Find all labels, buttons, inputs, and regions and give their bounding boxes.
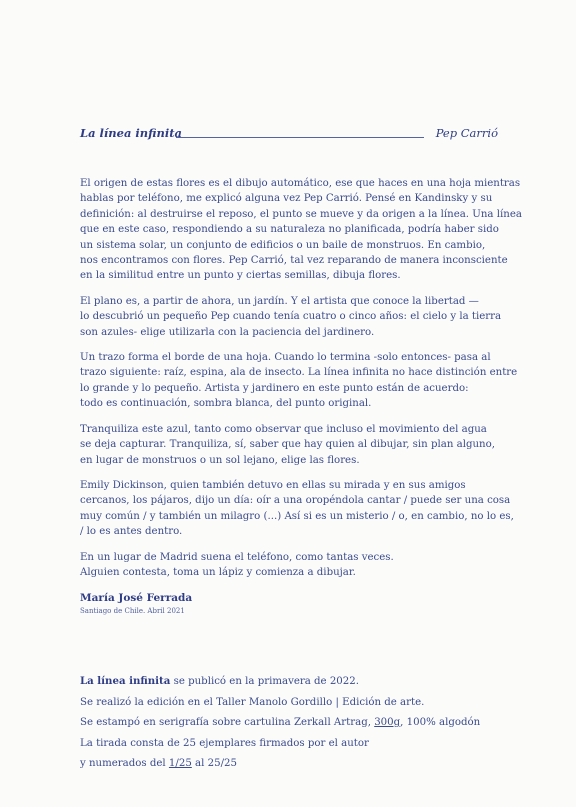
text-line: El origen de estas flores es el dibujo automático, ese que haces en una hoja mientras [80, 178, 521, 189]
colophon-line-publication [80, 671, 500, 693]
colophon-title: La línea infinita [80, 675, 171, 687]
text-line: cercanos, los pájaros, dijo un día: oír a una oropéndola cantar / puede ser una cosa [80, 495, 511, 507]
text-line: un sistema solar, un conjunto de edificios o un baile de monstruos. En cambio, [80, 239, 486, 251]
colophon-numbering-text: y numerados del [80, 758, 169, 769]
paragraph [80, 478, 514, 540]
text-line: son azules- elige utilizarla con la paciencia del jardinero. [80, 326, 375, 338]
place-and-date: Santiago de Chile. Abril 2021 [80, 607, 185, 615]
colophon-first-number: 1/25 [168, 758, 192, 769]
text-line: El plano es, a partir de ahora, un jardín. Y el artista que conoce la libertad — [80, 295, 479, 307]
page-header [80, 126, 498, 140]
colophon-printing-rest: , 100% algodón [400, 717, 481, 728]
text-line: definición: al destruirse el reposo, el punto se mueve y da origen a la línea. Una línea [80, 208, 522, 220]
colophon-printing-text: Se estampó en serigrafía sobre cartulina Zerkall Artrag, [80, 717, 375, 728]
text-line: Tranquiliza este azul, tanto como observar que incluso el movimiento del agua [80, 423, 487, 435]
paragraph [80, 350, 518, 412]
colophon-numbering-rest: al 25/25 [191, 758, 237, 769]
text-line: lo grande y lo pequeño. Artista y jardinero en este punto están de acuerdo: [80, 382, 469, 394]
essay-body [80, 176, 522, 590]
artist-name: Pep Carrió [435, 126, 498, 140]
colophon-line-edition: Se realizó la edición en el Taller Manolo Gordillo | Edición de arte. [80, 696, 425, 708]
paragraph [80, 422, 505, 468]
colophon [80, 671, 500, 775]
text-line: Emily Dickinson, quien también detuvo en ellas su mirada y en sus amigos [80, 479, 466, 491]
text-line: Alguien contesta, toma un lápiz y comienza a dibujar. [80, 566, 356, 578]
text-line: trazo siguiente: raíz, espina, ala de insecto. La línea infinita no hace distinción entre [80, 367, 518, 379]
paragraph [80, 550, 505, 581]
colophon-line-numbering [80, 754, 500, 775]
text-line: En un lugar de Madrid suena el teléfono, como tantas veces. [80, 551, 394, 563]
text-line: muy común / y también un milagro (...) Así si es un misterio / o, en cambio, no lo es, [80, 510, 514, 522]
colophon-paper-weight: 300g [374, 717, 401, 728]
text-line: nos encontramos con flores. Pep Carrió, tal vez reparando de manera inconsciente [80, 255, 508, 267]
text-line: Un trazo forma el borde de una hoja. Cuando lo termina -solo entonces- pasa al [80, 352, 491, 364]
text-line: todo es continuación, sombra blanca, del punto original. [80, 398, 372, 410]
colophon-line-edition-size: La tirada consta de 25 ejemplares firmados por el autor [80, 737, 369, 749]
text-line: / lo es antes dentro. [80, 526, 183, 538]
colophon-line-printing [80, 713, 500, 734]
colophon-publication-text: se publicó en la primavera de 2022. [170, 676, 359, 687]
text-line: en la similitud entre un punto y ciertas semillas, dibuja flores. [80, 270, 401, 282]
text-line: lo descubrió un pequeño Pep cuando tenía cuatro o cinco años: el cielo y la tierra [80, 311, 502, 323]
text-line: en lugar de monstruos o un sol lejano, elige las flores. [80, 454, 360, 466]
text-line: que en este caso, respondiendo a su naturaleza no planificada, podría haber sido [80, 224, 499, 236]
header-divider [176, 137, 424, 138]
book-title: La línea infinita [80, 126, 182, 140]
text-line: hablas por teléfono, me explicó alguna vez Pep Carrió. Pensé en Kandinsky y su [80, 193, 493, 205]
paragraph [80, 294, 505, 340]
paragraph [80, 176, 522, 284]
essay-author: María José Ferrada [80, 592, 193, 604]
text-line: se deja capturar. Tranquiliza, sí, saber que hay quien al dibujar, sin plan alguno, [80, 439, 495, 451]
